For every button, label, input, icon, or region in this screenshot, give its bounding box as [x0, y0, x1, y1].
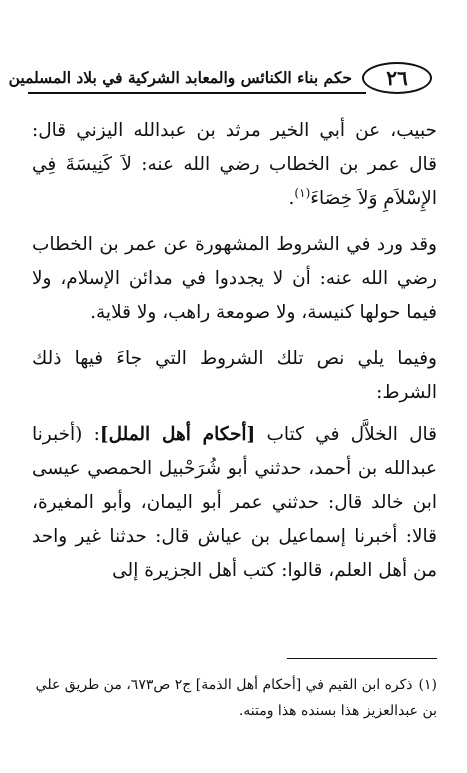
page-number-text: ٢٦ [386, 66, 408, 90]
paragraph-2: وقد ورد في الشروط المشهورة عن عمر بن الخطاب رضي الله عنه: أن لا يجددوا في مدائن الإسلام، ولا فيما حولها كنيسة، ولا صومعة راهب، ولا قلاية. [32, 234, 437, 323]
paragraph-4 [32, 418, 437, 588]
paragraph-3: وفيما يلي نص تلك الشروط التي جاءَ فيها ذلك الشرط: [32, 348, 437, 403]
paragraph-4-text: : (أخبرنا عبدالله بن أحمد، حدثني أبو شُرَحْبيل الحمصي عيسى ابن خالد قال: حدثني عمر أبو اليمان، وأبو المغيرة، قالا: أخبرنا إسماعيل بن عياش قال: حدثنا غير واحد من أهل العلم، قالوا: كتب أهل الجزيرة إلى [32, 424, 437, 581]
paragraph-1-text: حبيب، عن أبي الخير مرثد بن عبدالله اليزني قال: قال عمر بن الخطاب رضي الله عنه: لاَ كَنِيسَةَ فِي الإِسْلاَمِ وَلاَ خِصَاءَ [32, 120, 437, 209]
page-number [362, 62, 432, 94]
page-header [8, 52, 438, 96]
running-title: حكم بناء الكنائس والمعابد الشركية في بلاد المسلمين [8, 68, 352, 87]
footnote [30, 672, 437, 724]
footnote-number: (١) [418, 677, 437, 693]
book-title: [أحكام أهل الملل] [99, 424, 256, 445]
main-text [32, 114, 437, 600]
footnote-separator [287, 658, 437, 659]
paragraph-1 [32, 114, 437, 216]
paragraph-1-end: . [288, 188, 295, 209]
paragraph-4-intro: قال الخلاَّل في كتاب [255, 424, 437, 445]
footnote-reference: (١) [294, 185, 311, 200]
footnote-text: ذكره ابن القيم في [أحكام أهل الذمة] ج٢ ص٦٧٣، من طريق علي بن عبدالعزيز هذا بسنده هذا ومتنه. [35, 677, 437, 719]
header-rule [28, 92, 366, 94]
